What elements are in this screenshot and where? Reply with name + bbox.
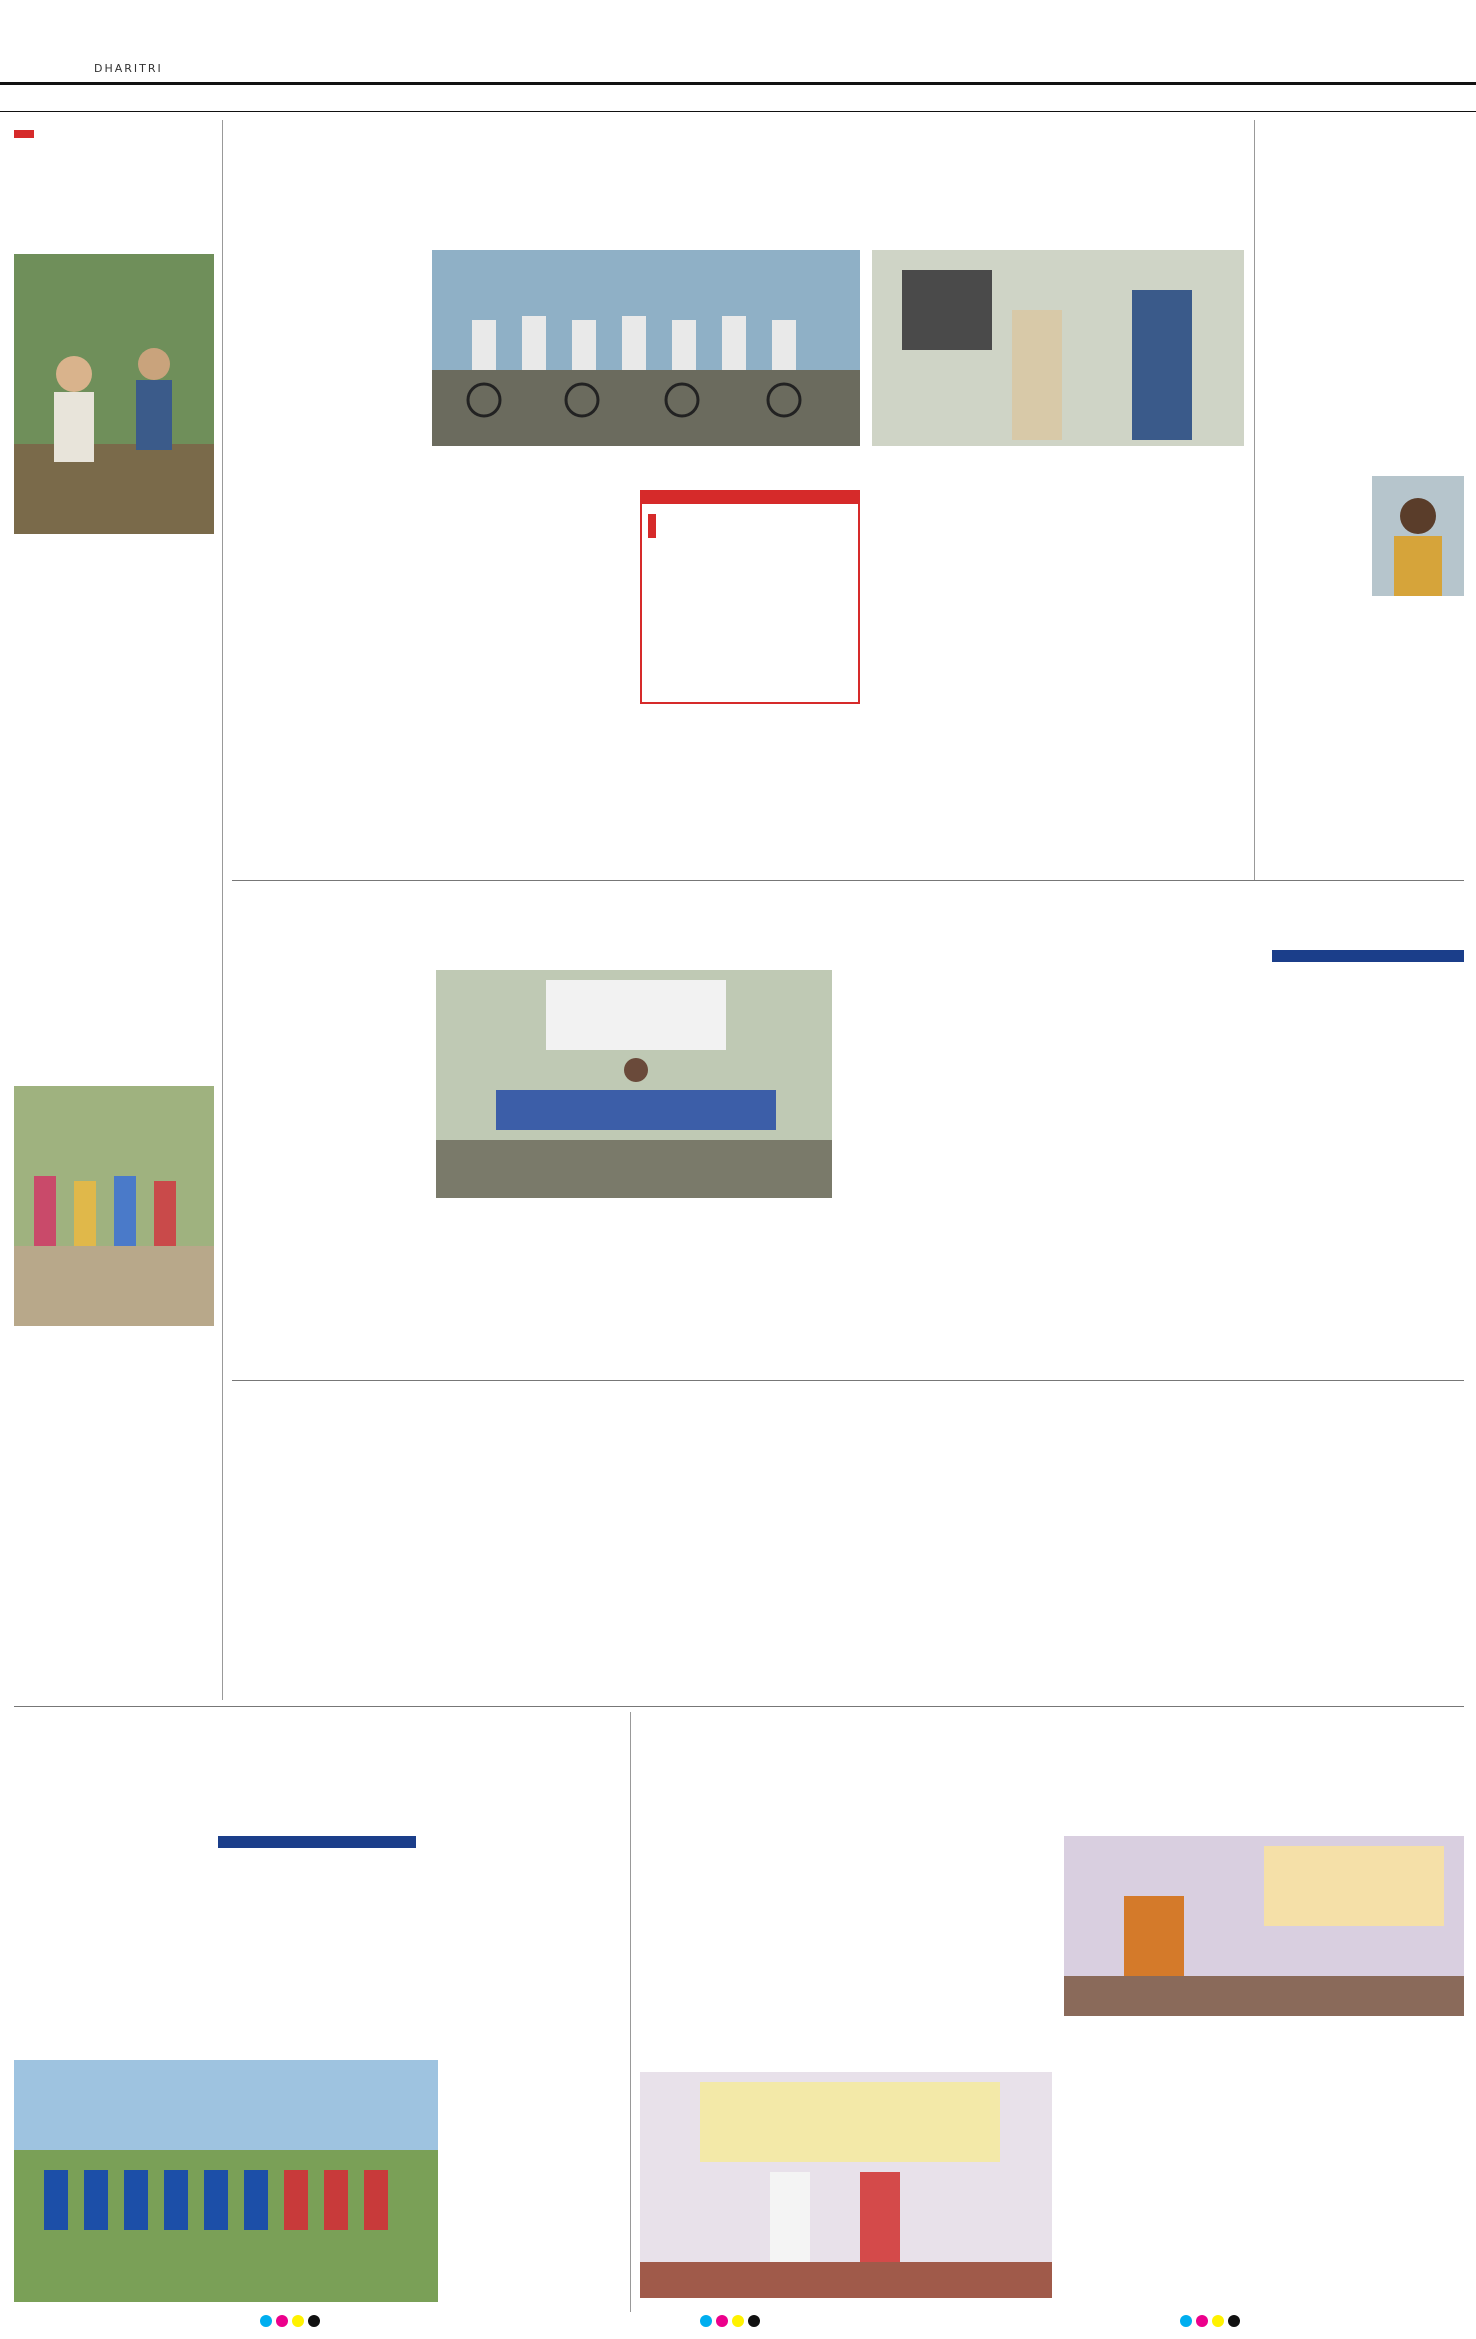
rail-story-body — [1064, 960, 1260, 1440]
main-story-body-col1 — [232, 250, 422, 870]
panchayat-story-body — [1064, 1444, 1464, 1700]
column-rule — [630, 1712, 631, 2312]
sports-day-box — [640, 490, 860, 704]
sanskrit-photo-event — [640, 2072, 1052, 2298]
brief-story-1 — [14, 544, 214, 1014]
football-story-body — [14, 1880, 618, 2052]
section-tag-brief — [14, 130, 34, 138]
column-rule — [222, 120, 223, 1700]
football-tag — [218, 1836, 416, 1848]
right-story-body — [1262, 228, 1462, 478]
sports-box-title — [642, 492, 858, 504]
rail-tag — [1272, 950, 1464, 962]
registration-marks — [260, 2312, 324, 2331]
fish-training-photo — [436, 970, 832, 1198]
right-story-body-2 — [1262, 606, 1462, 876]
right-photo-boy — [1372, 476, 1464, 596]
column-rule — [1254, 120, 1255, 880]
registration-marks — [1180, 2312, 1244, 2331]
sports-box-item — [642, 520, 858, 528]
main-photo-tribute — [872, 250, 1244, 446]
fish-story-body — [232, 970, 428, 1370]
masthead-subtitle: DHARITRI — [94, 62, 163, 75]
section-rule — [14, 1706, 1464, 1707]
ropeway-story-body — [844, 976, 1054, 1256]
main-story-body-col2 — [432, 470, 632, 870]
main-photo-cycle-rally — [432, 250, 860, 446]
section-rule — [232, 880, 1464, 881]
sanskrit-photo-speaker — [1064, 1836, 1464, 2016]
brief-photo-women-group — [14, 1086, 214, 1326]
schemes-story-body — [232, 1470, 1052, 1700]
brief-story-2 — [14, 1336, 214, 1716]
sports-box-item — [642, 512, 858, 520]
section-rule — [232, 1380, 1464, 1381]
registration-marks — [700, 2312, 764, 2331]
main-story-body-col3 — [866, 470, 1052, 870]
football-team-photo — [14, 2060, 438, 2302]
sanskrit-story-body — [640, 1832, 1052, 2062]
sports-box-item — [642, 504, 858, 512]
dateline-bar — [0, 82, 1476, 112]
artist-story-body — [844, 1348, 1054, 1458]
brief-photo-tree-planting — [14, 254, 214, 534]
sanskrit-story-body-2 — [1064, 2044, 1464, 2306]
main-story-body-col4 — [1058, 470, 1244, 870]
